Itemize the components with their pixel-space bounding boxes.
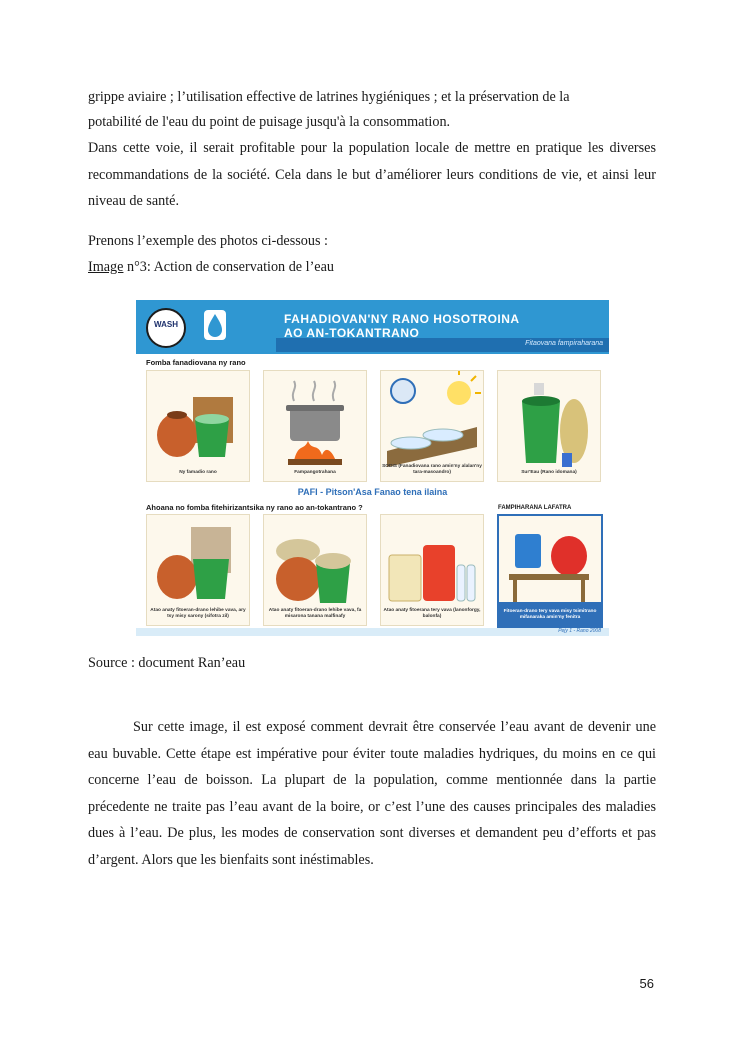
intro-line-2: potabilité de l'eau du point de puisage jusqu'à la consommation. — [88, 114, 451, 130]
panel-storage-jars — [146, 370, 250, 482]
panel-narrow-containers — [380, 514, 484, 626]
ministry-logo-icon — [204, 310, 226, 340]
example-intro: Prenons l’exemple des photos ci-dessous : — [88, 233, 328, 249]
poster-footer-note: Pejy 1 - Rano 2008 — [558, 628, 601, 634]
panel-sureau — [497, 370, 601, 482]
recommendations-paragraph: Dans cette voie, il serait profitable pour la population locale de mettre en pratique les diverses recommandations de la société. Cela dans le but d’améliorer leurs conditions de vie, et ainsi leur niveau de santé. — [88, 140, 656, 209]
image-caption — [88, 259, 334, 276]
section-1-label: Fomba fanadiovana ny rano — [146, 358, 246, 367]
poster-subtitle: Fitaovana fampiraharana — [525, 340, 603, 347]
panel-caption: Fitoeran-drano tery vava misy tsimitrano mifanaraka amin'ny fenitra — [503, 609, 597, 620]
panel-caption: Fampangotrahana — [294, 469, 336, 475]
wash-logo: WASH — [146, 308, 186, 348]
panel-caption: Atao anaty fitoerana tery vava (lanonforgy, balonfa) — [383, 608, 481, 619]
panel-covered-container — [263, 514, 367, 626]
panel-ideal-storage — [497, 514, 603, 628]
image-source: Source : document Ran’eau — [88, 655, 246, 671]
poster-footer-bar — [136, 628, 609, 636]
image-caption-text: n°3: Action de conservation de l’eau — [123, 259, 334, 275]
water-conservation-poster — [136, 300, 609, 636]
panel-caption: Atao anaty fitoeran-drano lehibe vava, fa misarona tanana malfinafy — [268, 608, 362, 619]
panel-open-container — [146, 514, 250, 626]
panel-caption: Ny famadio rano — [179, 469, 217, 475]
panel-boiling — [263, 370, 367, 482]
poster-title-line-2: AO AN-TOKANTRANO — [284, 326, 420, 340]
image-label: Image — [88, 259, 124, 275]
poster-title-line-1: FAHADIOVAN'NY RANO HOSOTROINA — [284, 312, 520, 326]
poster-mid-title: PAFI - Pitson'Asa Fanao tena ilaina — [297, 487, 448, 497]
panel-caption: Sur'Eau (Rano idomana) — [521, 469, 577, 475]
panel-caption: SODIS (Fanadiovana rano amin'ny alalan'ny tara-masoandro) — [382, 464, 482, 475]
section-2-label: Ahoana no fomba fitehirizantsika ny rano ao an-tokantrano ? — [146, 503, 363, 512]
panel-caption: Atao anaty fitoeran-drano lehibe vava, ary tsy misy sarony (sifotra zil) — [150, 608, 246, 619]
intro-line-1: grippe aviaire ; l’utilisation effective de latrines hygiéniques ; et la préservation de la — [88, 89, 570, 105]
panel-sodis — [380, 370, 484, 482]
analysis-paragraph: Sur cette image, il est exposé comment devrait être conservée l’eau avant de devenir une eau buvable. Cette étape est impérative pour éviter toute maladies hydriques, du moins en ce qui concerne l’eau de boisson. La plupart de la population, comme mentionnée dans la partie précedente ne traite pas l’eau avant de la boire, or c’est l’une des causes principales des maladies dues à l’eau. De plus, les modes de conservation sont diverses et demandent peu d’efforts et pas d’argent. Alors que les bienfaits sont inéstimables. — [88, 719, 656, 868]
page-number: 56 — [639, 976, 654, 991]
section-2-right-label: FAMPIHARANA LAFATRA — [498, 505, 572, 511]
